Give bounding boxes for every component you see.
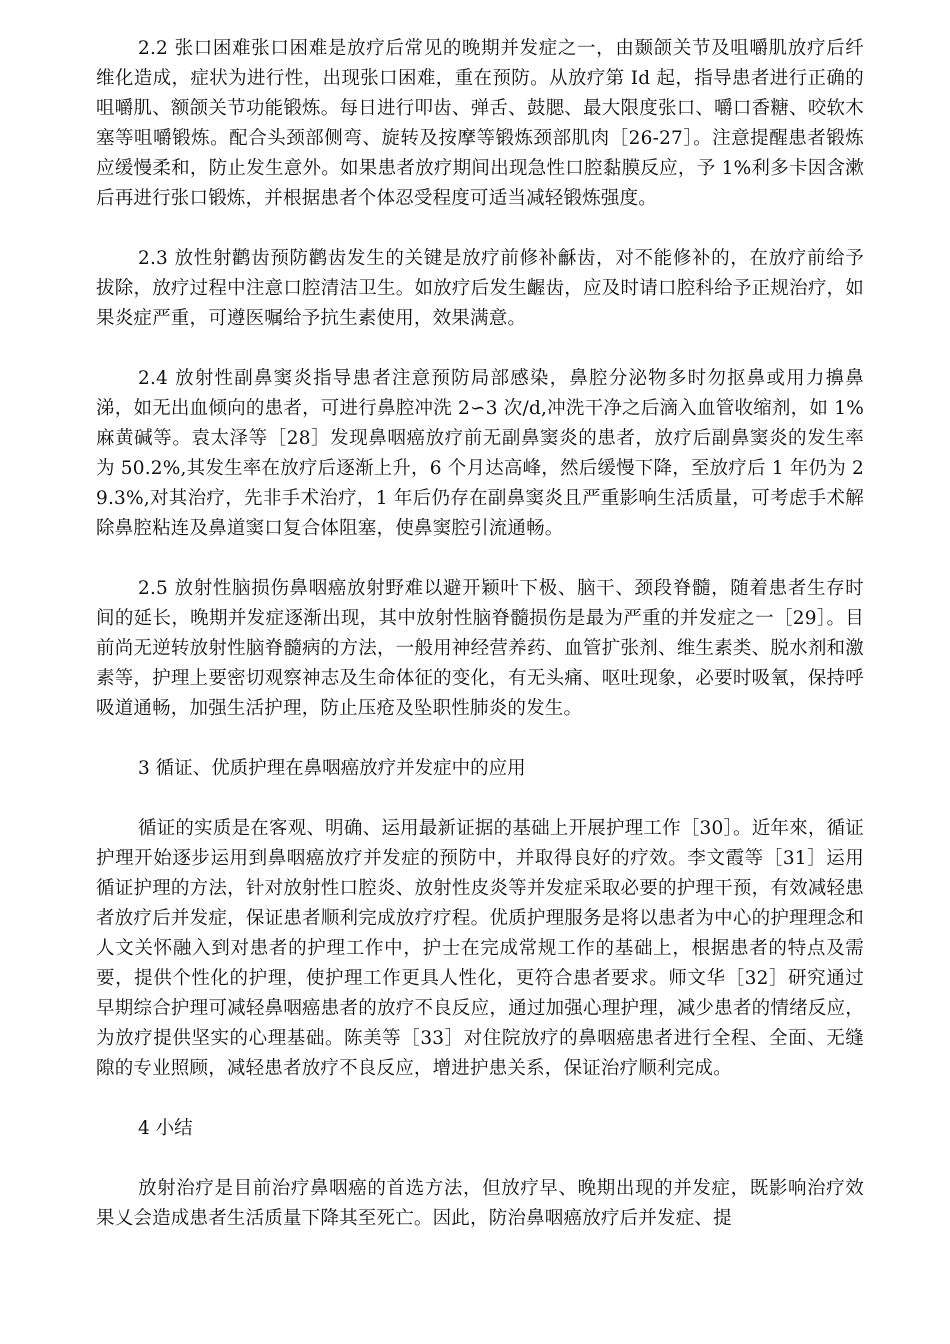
paragraph-brain-injury: 2.5 放射性脑损伤鼻咽癌放射野难以避开颖叶下极、脑干、颈段脊髓，随着患者生存时间的延长，晚期并发症逐渐出现，其中放射性脑脊髓损伤是最为严重的并发症之一［29］。目前尚无逆转放射性脑脊髓病的方法，一般用神经营养药、血管扩张剂、维生素类、脱水剂和激素等，护理上要密切观察神志及生命体征的变化，有无头痛、呕吐现象，必要时吸氧，保持呼吸道通畅，加强生活护理，防止压疮及坠职性肺炎的发生。: [96, 578, 864, 719]
paragraph-spacer: [96, 724, 864, 754]
paragraph-radiation-caries: 2.3 放性射鹳齿预防鹳齿发生的关键是放疗前修补龢齿，对不能修补的，在放疗前给予拔除，放疗过程中注意口腔清洁卫生。如放疗后发生齷齿，应及时请口腔科给予正规治疗，如果炎症严重，可遵医嘱给予抗生素使用，效果满意。: [96, 248, 864, 329]
section-4-body: 放射治疗是目前治疗鼻咽癌的首选方法，但放疗早、晚期出现的并发症，既影响治疗效果乂会造成患者生活质量下降其至死亡。因此，防治鼻咽癌放疗后并发症、提: [96, 1178, 864, 1229]
paragraph-trismus: 2.2 张口困难张口困难是放疗后常见的晚期并发症之一，由颞颌关节及咀嚼肌放疗后纤维化造成，症状为进行性，出现张口困难，重在预防。从放疗第 Id 起，指导患者进行正确的咀嚼肌、额颌关节功能锻炼。每日进行叩齿、弹舌、鼓腮、最大限度张口、嚼口香糖、咬软木塞等咀嚼锻炼。配合头颈部侧弯、旋转及按摩等锻炼颈部肌肉［26-27］。注意提醒患者锻炼应缓慢柔和，防止发生意外。如果患者放疗期间出现急性口腔黏膜反应，予 1%利多卡因含漱后再进行张口锻炼，并根据患者个体忍受程度可适当减轻锻炼强度。: [96, 38, 864, 209]
paragraph-spacer: [96, 784, 864, 814]
paragraph-spacer: [96, 214, 864, 244]
document-body: [96, 34, 864, 1234]
paragraph-sinusitis: 2.4 放射性副鼻窦炎指导患者注意预防局部感染，鼻腔分泌物多时勿抠鼻或用力擤鼻涕，如无出血倾向的患者，可进行鼻腔冲洗 2∽3 次/d,冲洗干净之后滴入血管收缩剂，如 1%麻黄碱等。袁太泽等［28］发现鼻咽癌放疗前无副鼻窦炎的患者，放疗后副鼻窦炎的发生率为 50.2%,其发生率在放疗后逐渐上升，6 个月达高峰，然后缓慢下降，至放疗后 1 年仍为 29.3%,对其治疗，先非手术治疗，1 年后仍存在副鼻窦炎且严重影响生活质量，可考虑手术解除鼻腔粘连及鼻道窦口复合体阻塞，使鼻窦腔引流通畅。: [96, 368, 864, 539]
section-3-heading: 3 循证、优质护理在鼻咽癌放疗并发症中的应用: [138, 758, 526, 779]
section-4-heading: 4 小结: [138, 1118, 193, 1139]
paragraph-spacer: [96, 1144, 864, 1174]
paragraph-spacer: [96, 544, 864, 574]
paragraph-spacer: [96, 1084, 864, 1114]
section-3-body: 循证的实质是在客观、明确、运用最新证据的基础上开展护理工作［30］。近年來，循证护理开始逐步运用到鼻咽癌放疗并发症的预防中，并取得良好的疗效。李文霞等［31］运用循证护理的方法，针对放射性口腔炎、放射性皮炎等并发症采取必要的护理干预，有效减轻患者放疗后并发症，保证患者顺利完成放疗疗程。优质护理服务是将以患者为中心的护理理念和人文关怀融入到对患者的护理工作中，护士在完成常规工作的基础上，根据患者的特点及需要，提供个性化的护理，使护理工作更具人性化，更符合患者要求。师文华［32］研究通过早期综合护理可减轻鼻咽癌患者的放疗不良反应，通过加强心理护理，减少患者的情绪反应，为放疗提供坚实的心理基础。陈美等［33］对住院放疗的鼻咽癌患者进行全程、全面、无缝隙的专业照顾，减轻患者放疗不良反应，增进护患关系，保证治疗顺利完成。: [96, 818, 864, 1079]
paragraph-spacer: [96, 334, 864, 364]
